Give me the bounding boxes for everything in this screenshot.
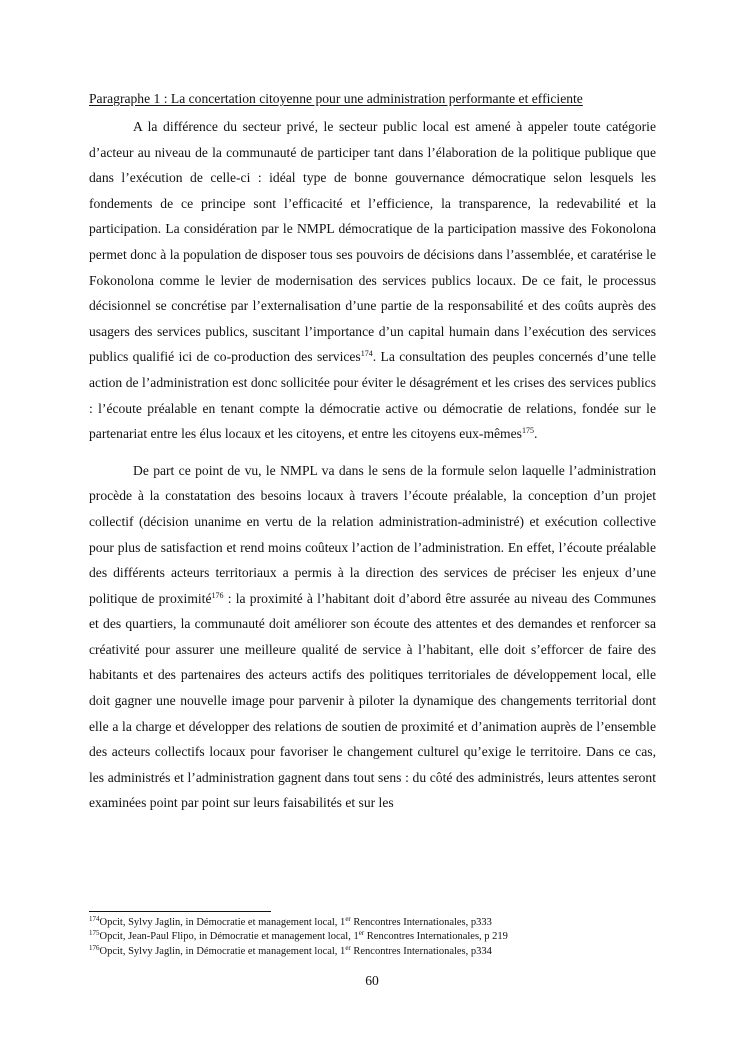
footnote-ref-174[interactable]: 174 [360, 349, 373, 359]
footnote-175 [89, 930, 689, 944]
page-number: 60 [365, 973, 379, 988]
footnote-number: 175 [89, 929, 100, 938]
footnote-text: Opcit, Jean-Paul Flipo, in Démocratie et management local, 1 [99, 931, 359, 943]
footnote-ordinal: er [345, 915, 351, 923]
footnote-text-end: Rencontres Internationales, p333 [350, 917, 492, 928]
section-heading: Paragraphe 1 : La concertation citoyenne pour une administration performante et efficiente [89, 91, 583, 106]
paragraph-2-text-a: De part ce point de vu, le NMPL va dans le sens de la formule selon laquelle l’administration procède à la constatation des besoins locaux à travers l’écoute préalable, la conception d’un projet collectif (décision unanime en vertu de la relation administration-administré) et exécution collective pour plus de satisfaction et rend moins coûteux l’action de l’administration. En effet, l’écoute préalable des différents acteurs territoriaux a permis à la direction des services de préciser les enjeux d’une politique de proximité [89, 462, 656, 606]
footnote-ordinal: er [358, 929, 365, 938]
body-text [89, 88, 656, 816]
footnotes [89, 916, 689, 959]
footnote-number: 174 [89, 915, 100, 923]
paragraph-2 [89, 458, 656, 816]
footnote-ordinal: er [345, 943, 351, 952]
paragraph-1 [89, 114, 656, 447]
paragraph-1-text-c: . [533, 426, 538, 442]
footnote-separator [89, 911, 271, 912]
footnote-ref-175[interactable]: 175 [521, 426, 534, 436]
footnote-176 [89, 945, 689, 959]
paragraph-1-text-a: A la différence du secteur privé, le secteur public local est amené à appeler toute catégorie d’acteur au niveau de la communauté de participer tant dans l’élaboration de la politique publique que dans l’exécution de celle-ci : idéal type de bonne gouvernance démocratique selon lesquels les fondements de ce principe sont l’efficacité et l’efficience, la transparence, la redevabilité et la participation. La considération par le NMPL démocratique de la participation massive des Fokonolona permet donc à la population de disposer tous ses pouvoirs de décisions dans l’assemblée, et caratérise le Fokonolona comme le levier de modernisation des services publics locaux. De ce fait, le processus décisionnel se concrétise par l’externalisation d’une partie de la responsabilité et des coûts auprès des usagers des services publics, suscitant l’importance d’un capital humain dans l’exécution des services publics qualifié ici de co-production des services [89, 119, 656, 365]
footnote-text-end: Rencontres Internationales, p334 [350, 945, 492, 957]
footnote-text: Opcit, Sylvy Jaglin, in Démocratie et management local, 1 [99, 945, 346, 957]
footnote-ref-176[interactable]: 176 [211, 590, 224, 600]
paragraph-2-text-b: : la proximité à l’habitant doit d’abord être assurée au niveau des Communes et des quartiers, la communauté doit améliorer son écoute des attentes et des demandes et renforcer sa créativité pour assurer une meilleure qualité de service à l’habitant, elle doit s’efforcer de faire des habitants et des partenaires des acteurs actifs des politiques territoriales de développement local, elle doit gagner une nouvelle image pour parvenir à piloter la dynamique des changements territorial dont elle a la charge et développer des relations de soutien de proximité et d’animation auprès de l’ensemble des acteurs collectifs locaux pour favoriser le changement culturel qu’exige le territoire. Dans ce cas, les administrés et l’administration gagnent dans tout sens : du côté des administrés, leurs attentes seront examinées point par point sur leurs faisabilités et sur les [89, 590, 656, 811]
footnote-174 [89, 916, 689, 930]
footnote-text: Opcit, Sylvy Jaglin, in Démocratie et management local, 1 [99, 917, 346, 928]
paragraph-1-text-b: . La consultation des peuples concernés d’une telle action de l’administration est donc sollicitée pour éviter le désagrément et les crises des services publics : l’écoute préalable en tenant compte la démocratie active ou démocratie de relations, fondée sur le partenariat entre les élus locaux et les citoyens, et entre les citoyens eux-mêmes [89, 349, 657, 442]
footnote-number: 176 [89, 943, 100, 952]
footnote-text-end: Rencontres Internationales, p 219 [364, 931, 508, 943]
